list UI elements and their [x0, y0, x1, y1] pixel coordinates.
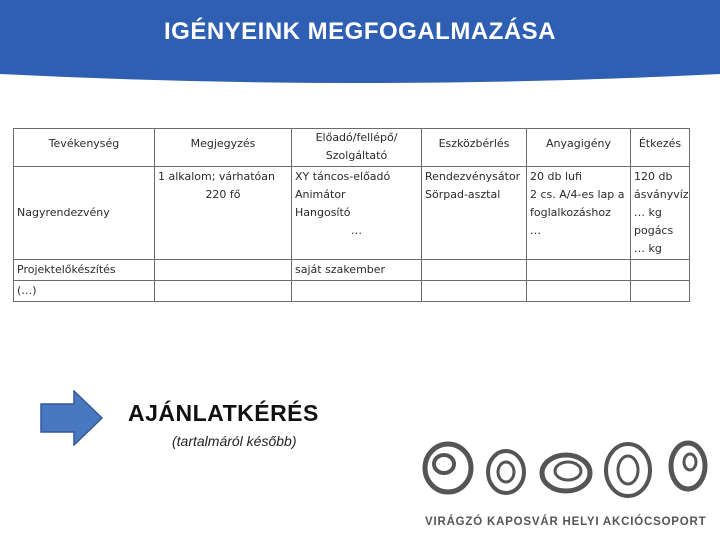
header-performer: Előadó/fellépő/ Szolgáltató — [292, 129, 422, 167]
cell-performer — [292, 281, 422, 302]
cell-rental — [422, 167, 527, 260]
cell-note — [155, 260, 292, 281]
material-item: 2 cs. A/4-es lap a — [530, 188, 625, 201]
cell-activity: Projektelőkészítés — [14, 260, 155, 281]
table-row — [14, 167, 690, 260]
food-item: … kg — [634, 242, 662, 255]
offer-title: AJÁNLATKÉRÉS — [128, 400, 319, 426]
activity-text: Nagyrendezvény — [17, 206, 110, 219]
food-item: pogács — [634, 224, 674, 237]
cell-materials — [527, 281, 631, 302]
material-item: foglalkozáshoz — [530, 206, 611, 219]
performer-item: XY táncos-előadó — [295, 170, 391, 183]
table-header-row — [14, 129, 690, 167]
food-item: 120 db — [634, 170, 673, 183]
cell-rental — [422, 260, 527, 281]
logo-text: VIRÁGZÓ KAPOSVÁR HELYI AKCIÓCSOPORT — [425, 516, 707, 528]
page-title: IGÉNYEINK MEGFOGALMAZÁSA — [163, 18, 556, 45]
cell-performer — [292, 167, 422, 260]
requirements-table — [13, 128, 690, 302]
cell-food — [631, 167, 690, 260]
table-row — [14, 260, 690, 281]
performer-item: Animátor — [295, 188, 346, 201]
material-item: … — [530, 224, 541, 237]
cell-activity: (…) — [14, 281, 155, 302]
table-row — [14, 281, 690, 302]
performer-item: Hangosító — [295, 206, 351, 219]
header-food: Étkezés — [631, 129, 690, 167]
material-item: 20 db lufi — [530, 170, 582, 183]
food-item: … kg — [634, 206, 662, 219]
header-materials: Anyagigény — [527, 129, 631, 167]
cell-food — [631, 260, 690, 281]
rental-item: Rendezvénysátor — [425, 170, 521, 183]
rental-item: Sörpad-asztal — [425, 188, 501, 201]
right-arrow-icon — [40, 390, 104, 446]
header-note: Megjegyzés — [155, 129, 292, 167]
header-banner — [0, 0, 720, 92]
cell-rental — [422, 281, 527, 302]
cell-performer: saját szakember — [292, 260, 422, 281]
note-line: 1 alkalom; várhatóan — [158, 170, 275, 183]
cell-note — [155, 281, 292, 302]
food-item: ásványvíz — [634, 188, 689, 201]
header-background — [0, 0, 720, 92]
cell-materials — [527, 167, 631, 260]
note-line: 220 fő — [205, 188, 241, 201]
cell-materials — [527, 260, 631, 281]
cell-activity — [14, 167, 155, 260]
header-activity: Tevékenység — [14, 129, 155, 167]
logo-flowers-icon — [418, 440, 708, 504]
performer-item: … — [351, 224, 362, 237]
header-rental: Eszközbérlés — [422, 129, 527, 167]
cell-note — [155, 167, 292, 260]
cell-food — [631, 281, 690, 302]
offer-subtitle: (tartalmáról később) — [172, 433, 297, 449]
